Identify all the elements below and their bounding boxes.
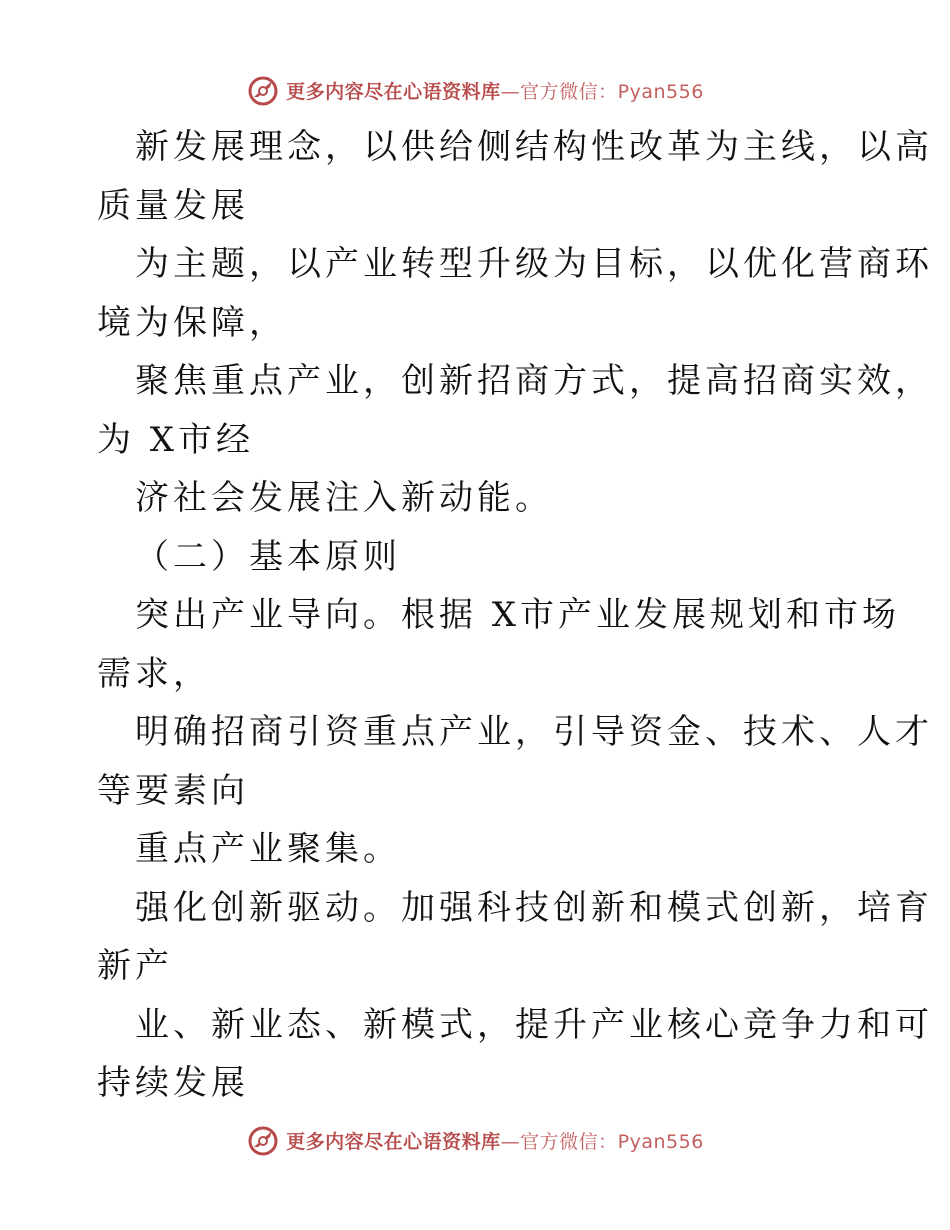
text-line: 为 X市经 <box>97 419 255 460</box>
text-line: 聚焦重点产业，创新招商方式，提高招商实效， <box>135 361 933 401</box>
watermark-header <box>0 70 950 110</box>
watermark-text: 更多内容尽在心语资料库—官方微信：Pyan556 <box>286 1130 704 1153</box>
text-line: 境为保障， <box>97 302 287 343</box>
text-line: 等要素向 <box>97 770 249 811</box>
text-line: 质量发展 <box>97 185 249 226</box>
section-heading: （二）基本原则 <box>135 536 401 577</box>
quill-circle-icon <box>246 1123 280 1157</box>
watermark-text: 更多内容尽在心语资料库—官方微信：Pyan556 <box>286 80 704 103</box>
text-line: 强化创新驱动。加强科技创新和模式创新，培育 <box>135 887 933 928</box>
text-line: 持续发展 <box>97 1063 249 1103</box>
text-line: 需求， <box>97 653 211 694</box>
text-line: 新发展理念，以供给侧结构性改革为主线，以高 <box>135 127 933 167</box>
text-line: 业、新业态、新模式，提升产业核心竞争力和可 <box>135 1004 933 1045</box>
text-line: 济社会发展注入新动能。 <box>135 478 553 518</box>
text-line: 新产 <box>97 946 173 986</box>
watermark-footer <box>0 1120 950 1160</box>
text-line: 明确招商引资重点产业，引导资金、技术、人才 <box>135 712 933 752</box>
document-body <box>97 118 933 1113</box>
quill-circle-icon <box>246 73 280 107</box>
text-line: 突出产业导向。根据 X市产业发展规划和市场 <box>135 595 901 635</box>
text-line: 重点产业聚集。 <box>135 829 401 869</box>
text-line: 为主题，以产业转型升级为目标，以优化营商环 <box>135 244 933 284</box>
